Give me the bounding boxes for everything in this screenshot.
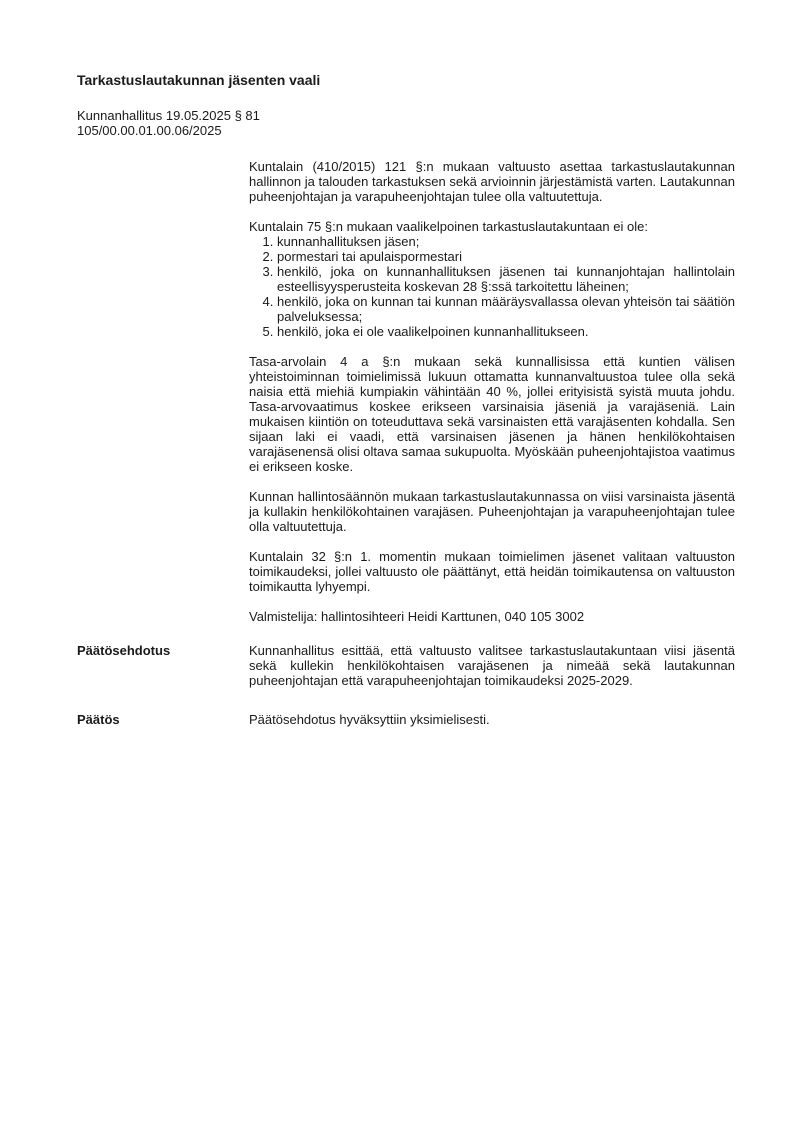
case-number: 105/00.00.01.00.06/2025 [77, 123, 222, 138]
list-item: 3. henkilö, joka on kunnanhallituksen jäsenen tai kunnanjohtajan hallintolain esteellisyysperusteita koskevan 28 §:ssä tarkoitettu läheinen; [277, 264, 735, 294]
preparer-line: Valmistelija: hallintosihteeri Heidi Karttunen, 040 105 3002 [249, 609, 585, 624]
page-title: Tarkastuslautakunnan jäsenten vaali [77, 72, 321, 88]
section-label-paatos: Päätös [77, 712, 120, 727]
list-item: 1. kunnanhallituksen jäsen; [277, 234, 735, 249]
section-text-paatos: Päätösehdotus hyväksyttiin yksimielisesti. [249, 712, 490, 727]
ineligibility-list-intro: Kuntalain 75 §:n mukaan vaalikelpoinen tarkastuslautakuntaan ei ole: [249, 219, 648, 234]
section-paatos [77, 712, 735, 727]
list-item: 2. pormestari tai apulaispormestari [277, 249, 735, 264]
list-item: 5. henkilö, joka ei ole vaalikelpoinen kunnanhallitukseen. [277, 324, 735, 339]
body-text-column [249, 159, 735, 624]
meeting-reference: Kunnanhallitus 19.05.2025 § 81 [77, 108, 260, 123]
section-text-paatosehdotus: Kunnanhallitus esittää, että valtuusto valitsee tarkastuslautakuntaan viisi jäsentä sekä kullekin henkilökohtaisen varajäsenen ja nimeää sekä lautakunnan puheenjohtajan että varapuheenjohtajan toimikaudeksi 2025-2029. [249, 643, 735, 688]
paragraph-hallintosaanto: Kunnan hallintosäännön mukaan tarkastuslautakunnassa on viisi varsinaista jäsentä ja kullakin henkilökohtainen varajäsen. Puheenjohtajan ja varapuheenjohtajan tulee olla valtuutettuja. [249, 489, 735, 534]
paragraph-kuntalaki-121: Kuntalain (410/2015) 121 §:n mukaan valtuusto asettaa tarkastuslautakunnan hallinnon ja talouden tarkastuksen sekä arvioinnin järjestämistä varten. Lautakunnan puheenjohtajan ja varapuheenjohtajan tulee olla valtuutettuja. [249, 159, 735, 204]
section-label-paatosehdotus: Päätösehdotus [77, 643, 171, 658]
body-row [77, 159, 735, 624]
paragraph-kuntalaki-32: Kuntalain 32 §:n 1. momentin mukaan toimielimen jäsenet valitaan valtuuston toimikaudeksi, jollei valtuusto ole päättänyt, että heidän toimikautensa on valtuuston toimikautta lyhyempi. [249, 549, 735, 594]
list-item: 4. henkilö, joka on kunnan tai kunnan määräysvallassa olevan yhteisön tai säätiön palveluksessa; [277, 294, 735, 324]
section-paatosehdotus [77, 643, 735, 688]
paragraph-tasa-arvolaki: Tasa-arvolain 4 a §:n mukaan sekä kunnallisissa että kuntien välisen yhteistoiminnan toimielimissä lukuun ottamatta kunnanvaltuustoa tulee olla sekä naisia että miehiä kumpiakin vähintään 40 %, jollei erityisistä syistä muuta johdu. Tasa-arvovaatimus koskee erikseen varsinaisia jäseniä ja varajäseniä. Lain mukaisen kiintiön on toteuduttava sekä varsinaisten että varajäsenten kohdalla. Sen sijaan laki ei vaadi, että varsinaisen jäsenen ja hänen henkilökohtaisen varajäsenensä olisi oltava samaa sukupuolta. Myöskään puheenjohtajistoa vaatimus ei erikseen koske. [249, 354, 735, 474]
ineligibility-list [249, 234, 735, 339]
document-meta [77, 108, 735, 138]
